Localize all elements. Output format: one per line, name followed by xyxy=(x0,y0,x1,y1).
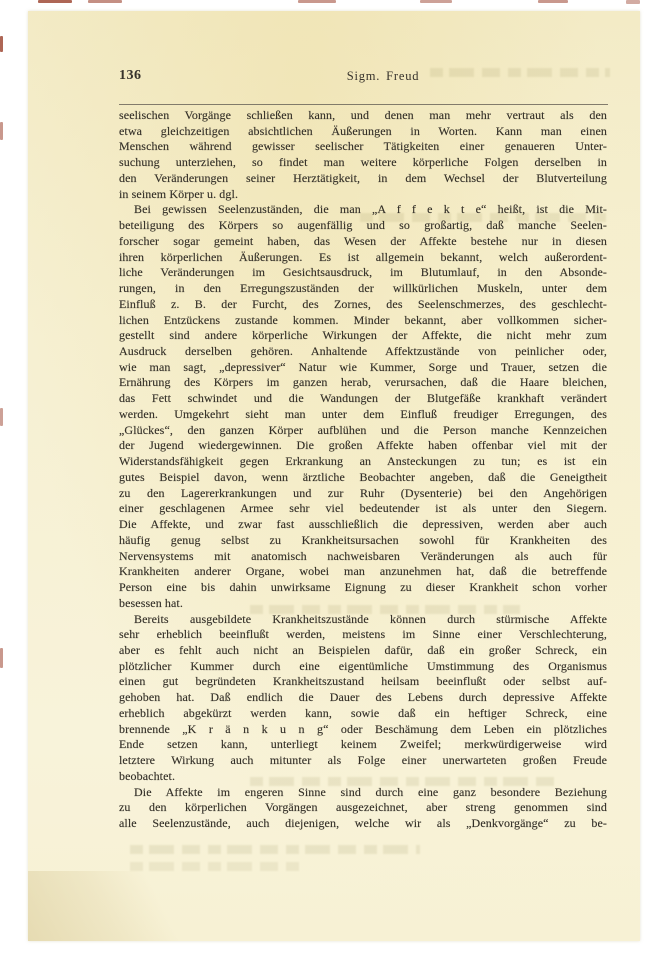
text-line: beteiligung des Körpers so augenfällig und so großartig, daß manche Seelen- xyxy=(119,218,607,233)
text-line: „Glückes“, den ganzen Körper aufblühen und die Person manche Kennzeichen xyxy=(119,422,607,437)
text-line: Person eine bis dahin unwirksame Eignung zu dieser Krankheit schon vorher xyxy=(119,580,607,595)
scan-edge-mark xyxy=(88,0,122,3)
text-line: Einfluß z. B. der Furcht, des Zornes, des Seelenschmerzes, des geschlecht- xyxy=(119,296,607,311)
page-header xyxy=(119,68,607,94)
text-line: das Fett schwindet und die Wandungen der Blutgefäße krankhaft verändert xyxy=(119,391,607,406)
text-line: erheblich abgekürzt werden kann, sowie daß ein heftiger Schreck, eine xyxy=(119,705,607,720)
text-line: einer geschlagenen Armee sehr viel bedeutender ist als unter den Siegern. xyxy=(119,501,607,516)
book-page xyxy=(28,11,640,941)
scan-edge-mark xyxy=(0,36,3,52)
body-text xyxy=(119,108,607,832)
scan-edge-mark xyxy=(626,0,640,4)
text-line: Die Affekte im engeren Sinne sind durch eine ganz besondere Beziehung xyxy=(134,784,607,799)
text-line: gestellt sind andere körperliche Wirkungen der Affekte, die nicht mehr zum xyxy=(119,328,607,343)
text-line: Widerstandsfähigkeit gegen Erkrankung an Ansteckungen zu tun; es ist ein xyxy=(119,454,607,469)
text-line: Die Affekte, und zwar fast ausschließlich die depressiven, werden aber auch xyxy=(119,517,607,532)
text-line: wie man sagt, „depressiver“ Natur wie Kummer, Sorge und Trauer, setzen die xyxy=(119,359,607,374)
text-line: Ende setzen kann, unterliegt keinem Zweifel; merkwürdigerweise wird xyxy=(119,737,607,752)
text-line: seelischen Vorgänge schließen kann, und denen man mehr vertraut als den xyxy=(119,108,607,122)
text-line: ihren körperlichen Äußerungen. Es ist allgemein bekannt, welch außerordent- xyxy=(119,249,607,264)
text-line: Bereits ausgebildete Krankheitszustände können durch stürmische Affekte xyxy=(134,611,607,626)
text-line: alle Seelenzustände, auch diejenigen, welche wir als „Denkvorgänge“ zu be- xyxy=(119,816,607,831)
text-line: besessen hat. xyxy=(119,595,183,610)
scan-edge-mark xyxy=(420,0,452,3)
text-line: zu den körperlichen Vorgängen ausgezeichnet, aber streng genommen sind xyxy=(119,800,607,815)
scan-edge-mark xyxy=(0,648,3,668)
text-line: Menschen während gewisser seelischer Tätigkeiten einer genaueren Unter- xyxy=(119,139,607,154)
text-line: brennende „K r ä n k u n g“ oder Beschämung dem Leben ein plötzliches xyxy=(119,721,607,736)
scan-edge-mark xyxy=(298,0,336,3)
header-rule xyxy=(119,104,608,105)
text-line: forscher sogar gemeint haben, das Wesen der Affekte bestehe nur in diesen xyxy=(119,233,607,248)
text-line: rungen, in den Erregungszuständen der willkürlichen Muskeln, unter dem xyxy=(119,281,607,296)
text-line: der Jugend wiedergewinnen. Die großen Affekte haben offenbar viel mit der xyxy=(119,438,607,453)
scan-edge-mark xyxy=(0,122,3,140)
scan-edge-mark xyxy=(538,0,568,3)
text-line: gehoben hat. Daß endlich die Dauer des Lebens durch depressive Affekte xyxy=(119,690,607,705)
scan-edge-mark xyxy=(0,408,3,426)
text-line: zu den Lagererkrankungen und zur Ruhr (Dysenterie) bei den Angehörigen xyxy=(119,485,607,500)
text-line: Krankheiten anderer Organe, wobei man anzunehmen hat, daß die betreffende xyxy=(119,564,607,579)
text-line: gutes Beispiel davon, wenn ärztliche Beobachter angeben, daß die Geneigtheit xyxy=(119,469,607,484)
text-line: sehr erheblich beeinflußt werden, meistens im Sinne einer Verschlechterung, xyxy=(119,627,607,642)
text-line: häufig genug selbst zu Krankheitsursachen sowohl für Krankheiten des xyxy=(119,532,607,547)
text-line: liche Veränderungen im Gesichtsausdruck, im Blutumlauf, in den Absonde- xyxy=(119,265,607,280)
page-fold-shadow xyxy=(28,871,268,941)
text-line: aber es fehlt auch nicht an Beispielen dafür, daß ein großer Schreck, ein xyxy=(119,642,607,657)
text-line: werden. Umgekehrt sieht man unter dem Einfluß freudiger Erregungen, des xyxy=(119,406,607,421)
bleed-through-text xyxy=(130,845,420,854)
text-line: suchung unterziehen, so findet man weitere körperliche Folgen derselben in xyxy=(119,155,607,170)
text-line: letztere Wirkung auch mitunter als Folge einer unerwarteten großen Freude xyxy=(119,753,607,768)
scan-edge-mark xyxy=(38,0,72,3)
text-line: Nervensystems mit anatomisch nachweisbaren Veränderungen als auch für xyxy=(119,548,607,563)
text-line: lichen Entzückens zustande kommen. Minder bekannt, aber vollkommen sicher- xyxy=(119,312,607,327)
text-line: den Veränderungen seiner Herztätigkeit, in dem Wechsel der Blutverteilung xyxy=(119,170,607,185)
text-line: etwa gleichzeitigen absichtlichen Äußerungen in Worten. Kann man einen xyxy=(119,123,607,138)
text-line: Bei gewissen Seelenzuständen, die man „A f f e k t e“ heißt, ist die Mit- xyxy=(134,202,607,217)
text-line: Ernährung des Körpers im ganzen herab, verursachen, daß die Haare bleichen, xyxy=(119,375,607,390)
text-line: plötzlicher Kummer durch eine eigentümliche Umstimmung des Organismus xyxy=(119,658,607,673)
running-head: Sigm. Freud xyxy=(346,69,420,83)
text-line: Ausdruck derselben gehören. Anhaltende Affektzustände von peinlicher oder, xyxy=(119,344,607,359)
bleed-through-text xyxy=(130,862,300,871)
text-line: beobachtet. xyxy=(119,768,176,783)
text-line: in seinem Körper u. dgl. xyxy=(119,186,239,201)
text-line: einen gut begründeten Krankheitszustand heilsam beeinflußt oder selbst auf- xyxy=(119,674,607,689)
page-number: 136 xyxy=(119,68,142,83)
